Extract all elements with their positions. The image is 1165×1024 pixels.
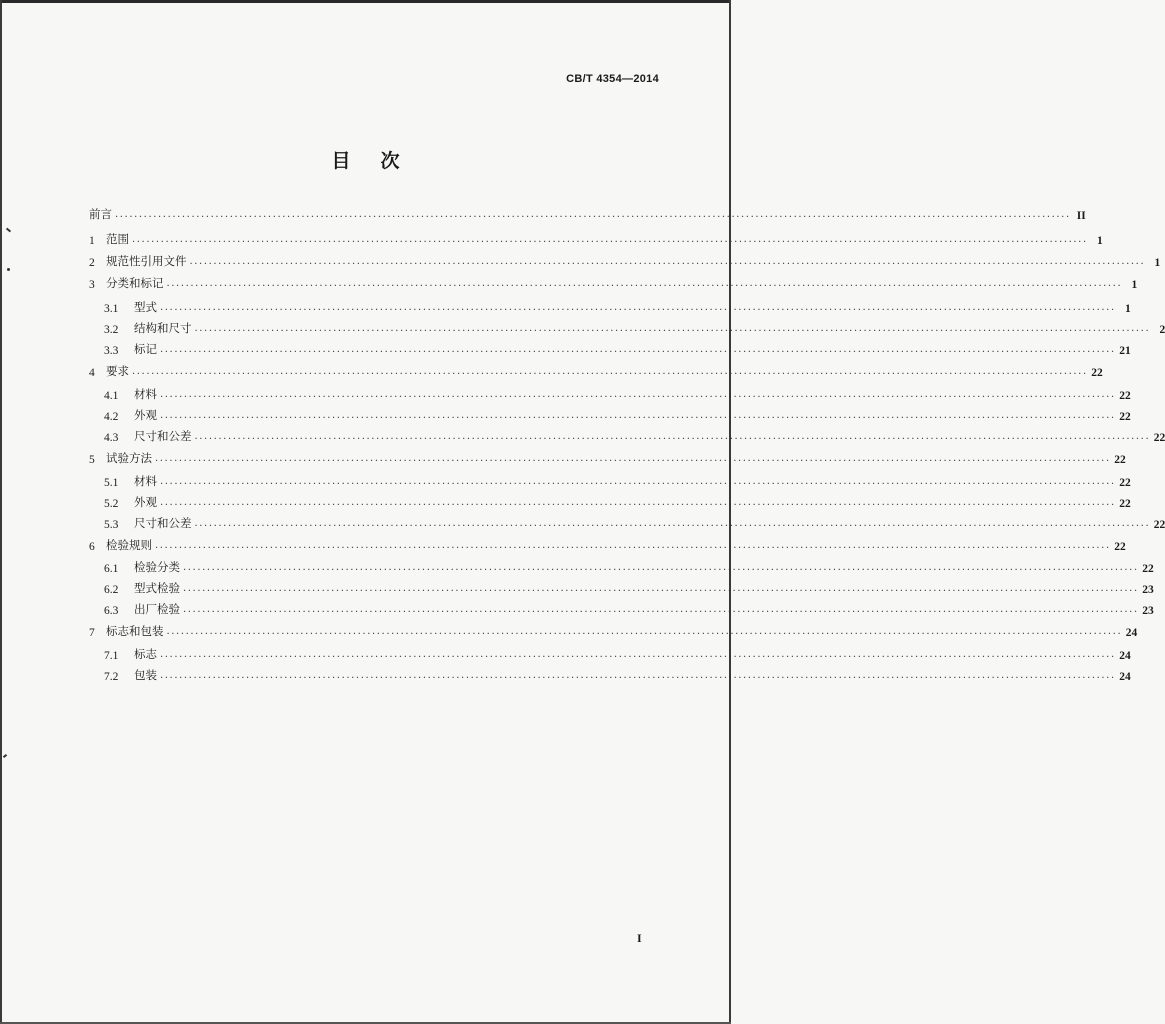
toc-entry-number: 6.1 bbox=[104, 563, 119, 575]
toc-entry-label: 规范性引用文件 bbox=[106, 254, 187, 268]
toc-entry bbox=[104, 405, 1131, 423]
toc-leader-dots: ........................................................................................................................................................................................................ bbox=[194, 431, 1151, 442]
toc-leader-dots: ........................................................................................................................................................................................................ bbox=[183, 583, 1139, 594]
toc-entry-number: 6.2 bbox=[104, 584, 119, 596]
toc-leader-dots: ........................................................................................................................................................................................................ bbox=[160, 302, 1116, 313]
toc-entry-label: 出厂检验 bbox=[134, 602, 180, 616]
toc-leader-dots: ........................................................................................................................................................................................................ bbox=[183, 562, 1139, 573]
toc-entry-page: 22 bbox=[1119, 477, 1131, 489]
toc-entry-page: 22 bbox=[1153, 432, 1165, 444]
toc-entry bbox=[104, 665, 1131, 683]
toc-entry-label: 外观 bbox=[134, 495, 157, 509]
toc-leader-dots: ........................................................................................................................................................................................................ bbox=[194, 323, 1151, 334]
toc-entry-label: 尺寸和公差 bbox=[134, 429, 192, 443]
toc-entry-page: 22 bbox=[1091, 367, 1103, 379]
toc-leader-dots: ........................................................................................................................................................................................................ bbox=[166, 278, 1123, 289]
toc-entry bbox=[89, 229, 1103, 247]
scan-mark bbox=[7, 268, 10, 271]
toc-entry-page: 1 bbox=[1097, 235, 1103, 247]
toc-leader-dots: ........................................................................................................................................................................................................ bbox=[115, 209, 1071, 220]
toc-leader-dots: ........................................................................................................................................................................................................ bbox=[155, 453, 1111, 464]
scan-mark bbox=[6, 228, 11, 233]
toc-entry-page: 22 bbox=[1114, 454, 1126, 466]
toc-entry-number: 5.2 bbox=[104, 498, 119, 510]
toc-leader-dots: ........................................................................................................................................................................................................ bbox=[132, 234, 1088, 245]
scan-mark bbox=[3, 754, 7, 758]
toc-entry-number: 5 bbox=[89, 454, 95, 466]
toc-entry bbox=[104, 426, 1165, 444]
toc-entry-page: 22 bbox=[1142, 563, 1154, 575]
toc-leader-dots: ........................................................................................................................................................................................................ bbox=[160, 389, 1116, 400]
toc-title: 目次 bbox=[331, 150, 430, 172]
toc-entry-page: 1 bbox=[1154, 257, 1161, 269]
toc-entry-number: 3.1 bbox=[104, 303, 119, 315]
toc-entry bbox=[104, 471, 1131, 489]
toc-entry-label: 型式检验 bbox=[134, 581, 180, 595]
toc-entry bbox=[104, 513, 1165, 531]
toc-entry-number: 4.2 bbox=[104, 411, 119, 423]
toc-entry-label: 检验分类 bbox=[134, 560, 180, 574]
toc-entry-number: 4.1 bbox=[104, 390, 119, 402]
toc-entry-number: 6.3 bbox=[104, 605, 119, 617]
toc-entry-page: 2 bbox=[1159, 324, 1165, 336]
toc-entry-label: 包装 bbox=[134, 668, 157, 682]
toc-leader-dots: ........................................................................................................................................................................................................ bbox=[160, 670, 1116, 681]
toc-entry-label: 尺寸和公差 bbox=[134, 516, 192, 530]
toc-entry bbox=[104, 599, 1154, 617]
toc-leader-dots: ........................................................................................................................................................................................................ bbox=[160, 497, 1116, 508]
toc-entry-label: 要求 bbox=[106, 364, 129, 378]
toc-entry bbox=[104, 318, 1165, 336]
toc-entry-page: II bbox=[1076, 210, 1086, 222]
toc-entry-page: 22 bbox=[1119, 390, 1131, 402]
toc-entry-label: 结构和尺寸 bbox=[134, 321, 192, 335]
toc-entry-number: 3.2 bbox=[104, 324, 119, 336]
toc-entry-label: 型式 bbox=[134, 300, 157, 314]
toc-entry-label: 标记 bbox=[134, 342, 157, 356]
toc-entry-page: 24 bbox=[1119, 671, 1131, 683]
document-code: CB/T 4354—2014 bbox=[566, 73, 659, 85]
toc-entry bbox=[104, 578, 1154, 596]
toc-leader-dots: ........................................................................................................................................................................................................ bbox=[183, 604, 1139, 615]
toc-entry-page: 23 bbox=[1142, 605, 1154, 617]
toc-entry-label: 前言 bbox=[89, 207, 112, 221]
toc-entry-label: 外观 bbox=[134, 408, 157, 422]
toc-entry bbox=[104, 297, 1131, 315]
toc-entry bbox=[104, 384, 1131, 402]
toc-entry-label: 材料 bbox=[134, 387, 157, 401]
toc-entry-number: 7 bbox=[89, 627, 95, 639]
toc-leader-dots: ........................................................................................................................................................................................................ bbox=[189, 256, 1146, 267]
toc-entry-label: 标志 bbox=[134, 647, 157, 661]
toc-entry bbox=[104, 492, 1131, 510]
toc-leader-dots: ........................................................................................................................................................................................................ bbox=[160, 344, 1116, 355]
toc-entry-number: 5.3 bbox=[104, 519, 119, 531]
page-number: I bbox=[637, 931, 642, 945]
toc-entry-page: 22 bbox=[1153, 519, 1165, 531]
toc-entry-page: 1 bbox=[1125, 303, 1131, 315]
toc-entry-number: 7.2 bbox=[104, 671, 119, 683]
toc-entry-label: 分类和标记 bbox=[106, 276, 164, 290]
toc-entry-number: 4.3 bbox=[104, 432, 119, 444]
toc-entry bbox=[89, 204, 1086, 222]
toc-entry-label: 材料 bbox=[134, 474, 157, 488]
toc-entry-page: 21 bbox=[1119, 345, 1131, 357]
toc-entry bbox=[104, 644, 1131, 662]
toc-entry-label: 试验方法 bbox=[106, 451, 152, 465]
toc-entry bbox=[89, 273, 1138, 291]
toc-entry-number: 5.1 bbox=[104, 477, 119, 489]
toc-entry-label: 范围 bbox=[106, 232, 129, 246]
toc-entry-number: 2 bbox=[89, 257, 95, 269]
toc-entry-page: 24 bbox=[1119, 650, 1131, 662]
toc-leader-dots: ........................................................................................................................................................................................................ bbox=[155, 540, 1111, 551]
page-border-top bbox=[0, 0, 731, 3]
toc-entry-page: 1 bbox=[1131, 279, 1138, 291]
toc-entry-number: 7.1 bbox=[104, 650, 119, 662]
toc-leader-dots: ........................................................................................................................................................................................................ bbox=[194, 518, 1151, 529]
toc-entry bbox=[89, 535, 1126, 553]
toc-entry-page: 22 bbox=[1119, 411, 1131, 423]
toc-entry bbox=[89, 448, 1126, 466]
toc-entry-number: 3.3 bbox=[104, 345, 119, 357]
toc-entry-label: 标志和包装 bbox=[106, 624, 164, 638]
toc-entry bbox=[104, 339, 1131, 357]
toc-entry bbox=[89, 621, 1138, 639]
toc-entry-number: 1 bbox=[89, 235, 95, 247]
toc-entry-page: 24 bbox=[1125, 627, 1138, 639]
toc-entry-label: 检验规则 bbox=[106, 538, 152, 552]
toc-leader-dots: ........................................................................................................................................................................................................ bbox=[160, 476, 1116, 487]
toc-entry-number: 4 bbox=[89, 367, 95, 379]
toc-entry-number: 6 bbox=[89, 541, 95, 553]
toc-entry bbox=[104, 557, 1154, 575]
toc-leader-dots: ........................................................................................................................................................................................................ bbox=[160, 410, 1116, 421]
toc-entry bbox=[89, 251, 1161, 269]
toc-entry-page: 22 bbox=[1119, 498, 1131, 510]
toc-leader-dots: ........................................................................................................................................................................................................ bbox=[160, 649, 1116, 660]
toc-entry-page: 23 bbox=[1142, 584, 1154, 596]
toc-entry bbox=[89, 361, 1103, 379]
toc-entry-number: 3 bbox=[89, 279, 95, 291]
toc-leader-dots: ........................................................................................................................................................................................................ bbox=[166, 626, 1123, 637]
toc-leader-dots: ........................................................................................................................................................................................................ bbox=[132, 366, 1088, 377]
toc-entry-page: 22 bbox=[1114, 541, 1126, 553]
